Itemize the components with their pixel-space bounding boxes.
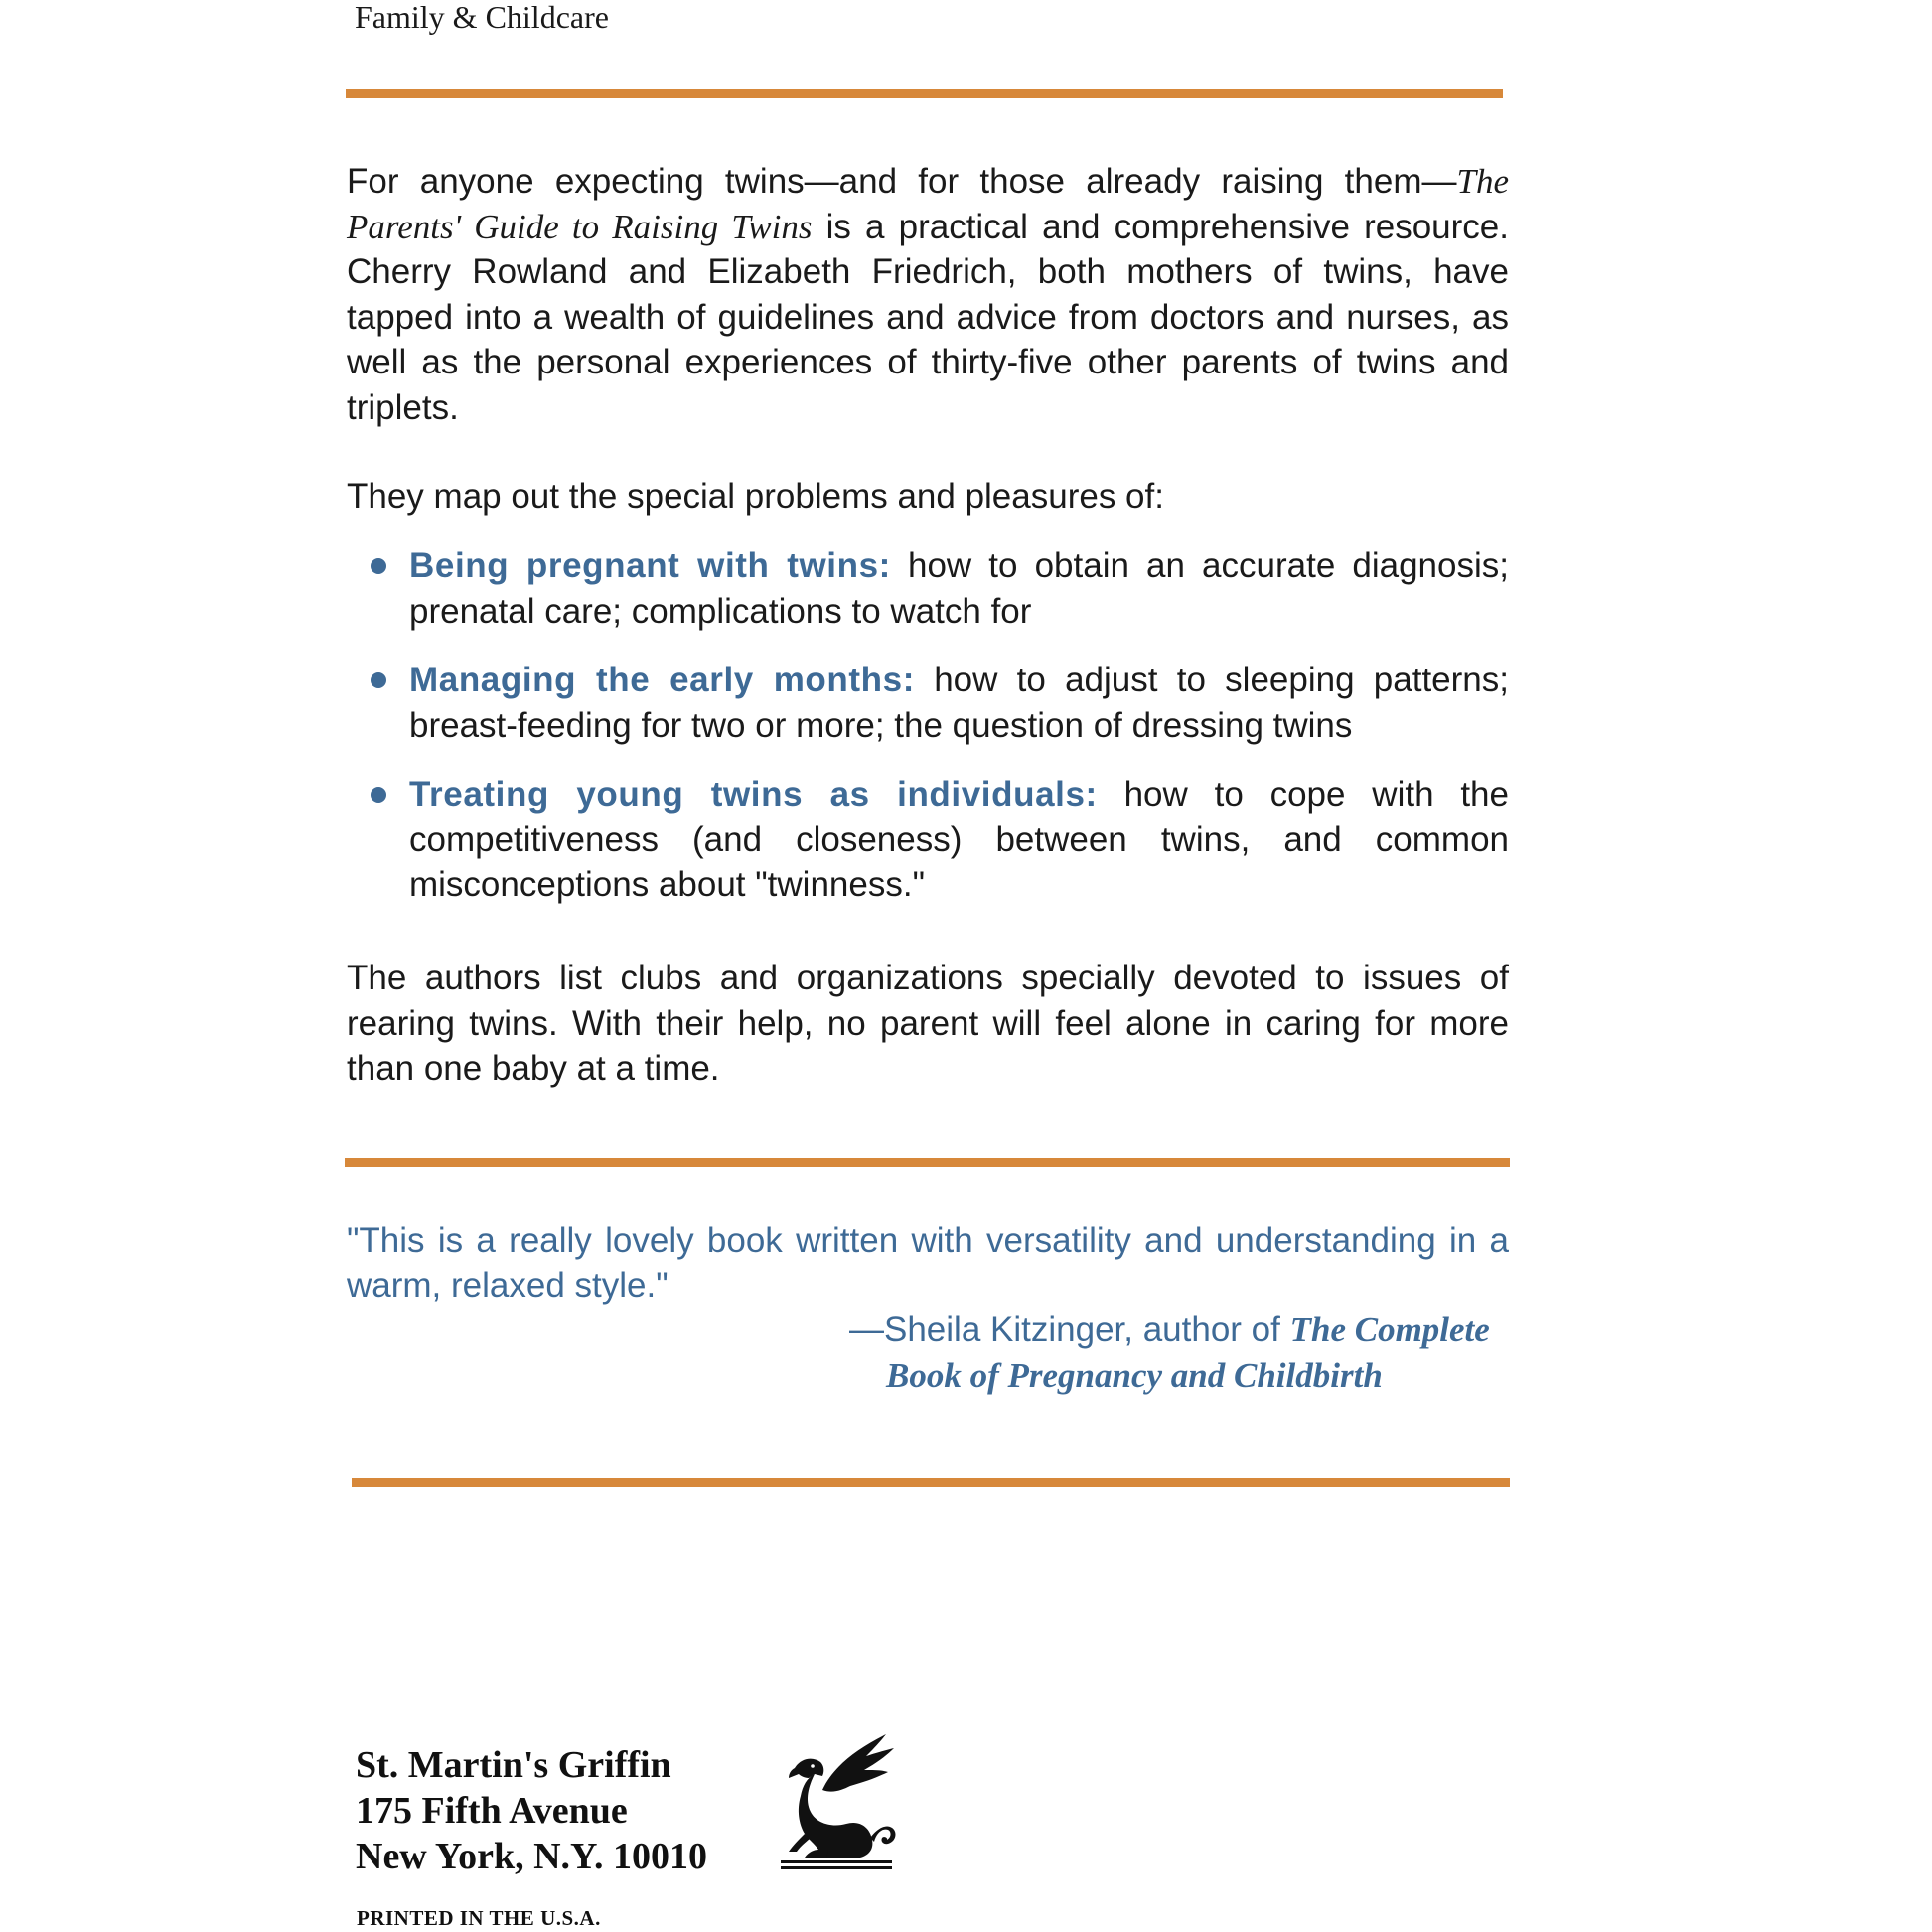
- bullet-icon: [371, 672, 386, 688]
- publisher-address: [356, 1742, 707, 1879]
- bullet-lead: Being pregnant with twins:: [409, 546, 891, 585]
- map-intro-text: They map out the special problems and pleasures of:: [347, 477, 1164, 516]
- category-label: Family & Childcare: [355, 0, 609, 35]
- quote-attribution: [849, 1307, 1509, 1398]
- attribution-prefix: —Sheila Kitzinger, author of: [849, 1310, 1290, 1349]
- closing-paragraph: The authors list clubs and organizations specially devoted to issues of rearing twins. With their help, no parent will feel alone in caring for more than one baby at a time.: [347, 959, 1509, 1088]
- bullet-lead: Managing the early months:: [409, 661, 915, 699]
- attribution-book-title-2: Book of Pregnancy and Childbirth: [886, 1355, 1383, 1395]
- bullet-icon: [371, 558, 386, 574]
- intro-before-title: For anyone expecting twins—and for those already raising them—: [347, 162, 1457, 201]
- topics-list: [347, 543, 1509, 932]
- book-title: The Parents' Guide to Raising Twins: [347, 162, 1509, 246]
- publisher-city: New York, N.Y. 10010: [356, 1836, 707, 1877]
- griffin-logo-icon: [775, 1728, 899, 1872]
- review-quote: "This is a really lovely book written with versatility and understanding in a warm, relaxed style.": [347, 1221, 1509, 1305]
- list-item: [347, 772, 1509, 908]
- attribution-book-title-1: The Complete: [1289, 1310, 1490, 1349]
- middle-divider: [345, 1158, 1510, 1167]
- bullet-lead: Treating young twins as individuals:: [409, 775, 1098, 814]
- bullet-text: how to obtain an accurate diagnosis; prenatal care; complications to watch for: [409, 546, 1509, 631]
- bullet-text: how to adjust to sleeping patterns; breast-feeding for two or more; the question of dressing twins: [409, 661, 1509, 745]
- top-divider: [346, 89, 1503, 98]
- intro-after-title: is a practical and comprehensive resource. Cherry Rowland and Elizabeth Friedrich, both mothers of twins, have tapped into a wealth of guidelines and advice from doctors and nurses, as well as the personal experiences of thirty-five other parents of twins and triplets.: [347, 207, 1509, 427]
- bottom-divider: [352, 1478, 1510, 1487]
- list-item: [347, 658, 1509, 748]
- publisher-street: 175 Fifth Avenue: [356, 1790, 628, 1832]
- list-item: [347, 543, 1509, 634]
- publisher-name: St. Martin's Griffin: [356, 1744, 671, 1786]
- bullet-text: how to cope with the competitiveness (and closeness) between twins, and common misconceptions about "twinness.": [409, 775, 1509, 904]
- printed-notice: PRINTED IN THE U.S.A.: [357, 1906, 601, 1930]
- intro-paragraph: [347, 159, 1509, 430]
- bullet-icon: [371, 787, 386, 803]
